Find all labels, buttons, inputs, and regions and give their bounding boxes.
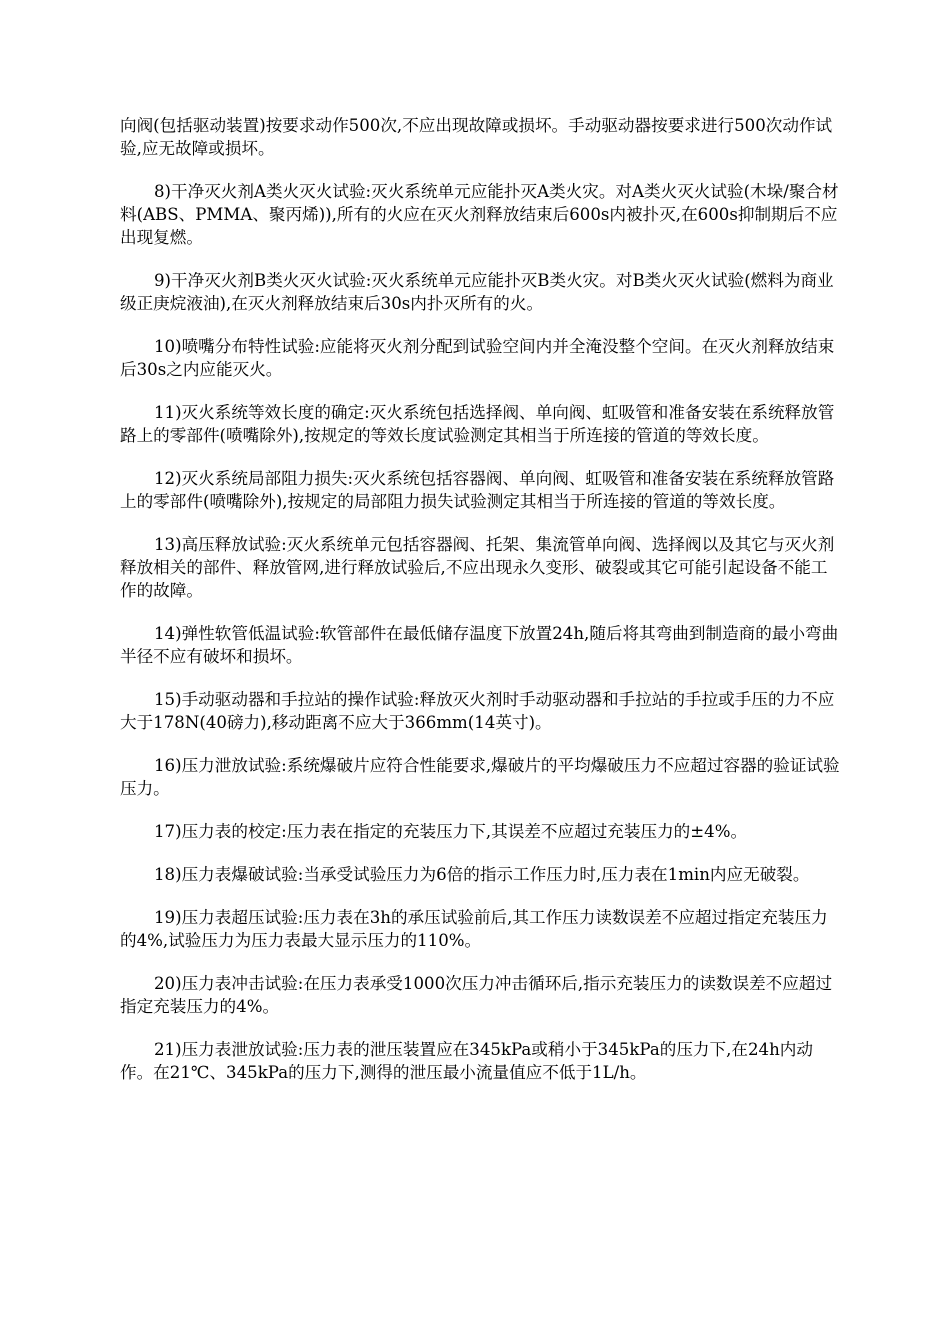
paragraph-item-19: 19)压力表超压试验:压力表在3h的承压试验前后,其工作压力读数误差不应超过指定充装压力的4%,试验压力为压力表最大显示压力的110%。: [120, 908, 828, 950]
paragraph-item-18: 18)压力表爆破试验:当承受试验压力为6倍的指示工作压力时,压力表在1min内应无破裂。: [154, 865, 810, 884]
paragraph-item-9: 9)干净灭火剂B类火灭火试验:灭火系统单元应能扑灭B类火灾。对B类火灭火试验(燃料为商业级正庚烷液油),在灭火剂释放结束后30s内扑灭所有的火。: [120, 271, 834, 313]
paragraph-item-17: 17)压力表的校定:压力表在指定的充装压力下,其误差不应超过充装压力的±4%。: [154, 822, 748, 841]
document-body: [120, 114, 840, 1104]
paragraph-item-13: 13)高压释放试验:灭火系统单元包括容器阀、托架、集流管单向阀、选择阀以及其它与灭火剂释放相关的部件、释放管网,进行释放试验后,不应出现永久变形、破裂或其它可能引起设备不能工作的故障。: [120, 535, 835, 600]
paragraph-item-16: 16)压力泄放试验:系统爆破片应符合性能要求,爆破片的平均爆破压力不应超过容器的验证试验压力。: [120, 756, 840, 798]
paragraph-item-12: 12)灭火系统局部阻力损失:灭火系统包括容器阀、单向阀、虹吸管和准备安装在系统释放管路上的零部件(喷嘴除外),按规定的局部阻力损失试验测定其相当于所连接的管道的等效长度。: [120, 469, 835, 511]
paragraph-item-10: 10)喷嘴分布特性试验:应能将灭火剂分配到试验空间内并全淹没整个空间。在灭火剂释放结束后30s之内应能灭火。: [120, 337, 835, 379]
paragraph-item-21: 21)压力表泄放试验:压力表的泄压装置应在345kPa或稍小于345kPa的压力下,在24h内动作。在21℃、345kPa的压力下,测得的泄压最小流量值应不低于1L/h。: [120, 1040, 813, 1082]
paragraph-item-15: 15)手动驱动器和手拉站的操作试验:释放灭火剂时手动驱动器和手拉站的手拉或手压的力不应大于178N(40磅力),移动距离不应大于366mm(14英寸)。: [120, 690, 835, 732]
paragraph-item-11: 11)灭火系统等效长度的确定:灭火系统包括选择阀、单向阀、虹吸管和准备安装在系统释放管路上的零部件(喷嘴除外),按规定的等效长度试验测定其相当于所连接的管道的等效长度。: [120, 403, 835, 445]
paragraph-item-20: 20)压力表冲击试验:在压力表承受1000次压力冲击循环后,指示充装压力的读数误差不应超过指定充装压力的4%。: [120, 974, 833, 1016]
paragraph-item-8: 8)干净灭火剂A类火灭火试验:灭火系统单元应能扑灭A类火灾。对A类火灭火试验(木垛/聚合材料(ABS、PMMA、聚丙烯)),所有的火应在灭火剂释放结束后600s内被扑灭,在600s抑制期后不应出现复燃。: [120, 182, 839, 247]
paragraph-item-14: 14)弹性软管低温试验:软管部件在最低储存温度下放置24h,随后将其弯曲到制造商的最小弯曲半径不应有破坏和损坏。: [120, 624, 839, 666]
paragraph-continuation: 向阀(包括驱动装置)按要求动作500次,不应出现故障或损坏。手动驱动器按要求进行500次动作试验,应无故障或损坏。: [120, 116, 833, 158]
